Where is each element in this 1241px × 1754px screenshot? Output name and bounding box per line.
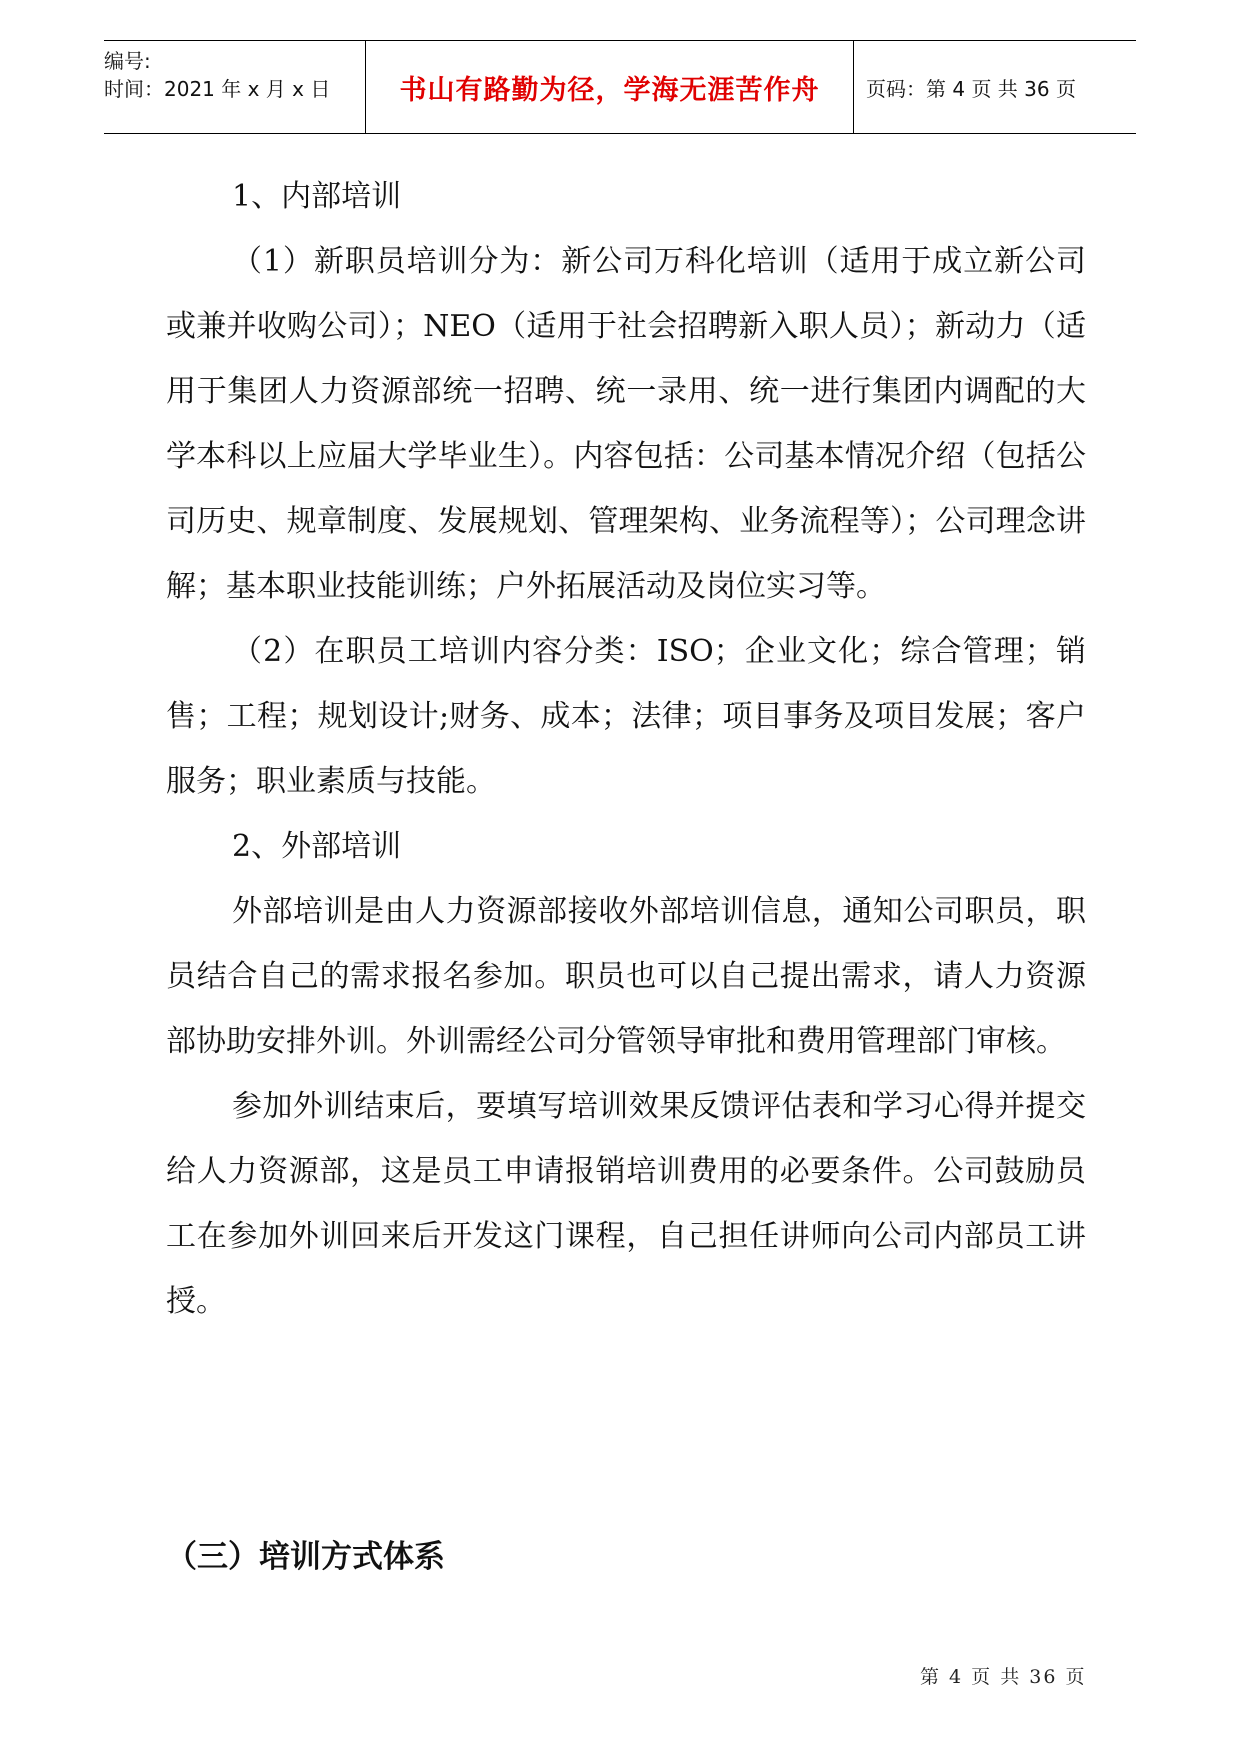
item2-paragraph-2: 参加外训结束后，要填写培训效果反馈评估表和学习心得并提交给人力资源部，这是员工申请报销培训费用的必要条件。公司鼓励员工在参加外训回来后开发这门课程，自己担任讲师向公司内部员工讲授。 [166,1089,1086,1319]
header-page-info: 页码：第 4 页 共 36 页 [866,76,1076,101]
item1-paragraph-1: （1）新职员培训分为：新公司万科化培训（适用于成立新公司或兼并收购公司）；NEO（适用于社会招聘新入职人员）；新动力（适用于集团人力资源部统一招聘、统一录用、统一进行集团内调配的大学本科以上应届大学毕业生）。内容包括：公司基本情况介绍（包括公司历史、规章制度、发展规划、管理架构、业务流程等）；公司理念讲解；基本职业技能训练；户外拓展活动及岗位实习等。 [166,244,1086,604]
header-motto: 书山有路勤为径，学海无涯苦作舟 [366,41,854,133]
item1-paragraph-2: （2）在职员工培训内容分类：ISO；企业文化；综合管理；销售；工程；规划设计;财务、成本；法律；项目事务及项目发展；客户服务；职业素质与技能。 [166,634,1086,799]
page-header [104,40,1136,134]
time-label: 时间：2021 年 x 月 x 日 [104,77,331,101]
page-footer: 第 4 页 共 36 页 [920,1666,1087,1688]
item2-title: 2、外部培训 [232,829,402,864]
item1-title: 1、内部培训 [232,179,402,214]
document-body [166,164,1086,1334]
section-heading: （三）培训方式体系 [166,1539,445,1575]
item2-paragraph-1: 外部培训是由人力资源部接收外部培训信息，通知公司职员，职员结合自己的需求报名参加。职员也可以自己提出需求，请人力资源部协助安排外训。外训需经公司分管领导审批和费用管理部门审核。 [166,894,1086,1059]
header-meta [104,41,366,133]
doc-number-label: 编号: [104,49,151,73]
